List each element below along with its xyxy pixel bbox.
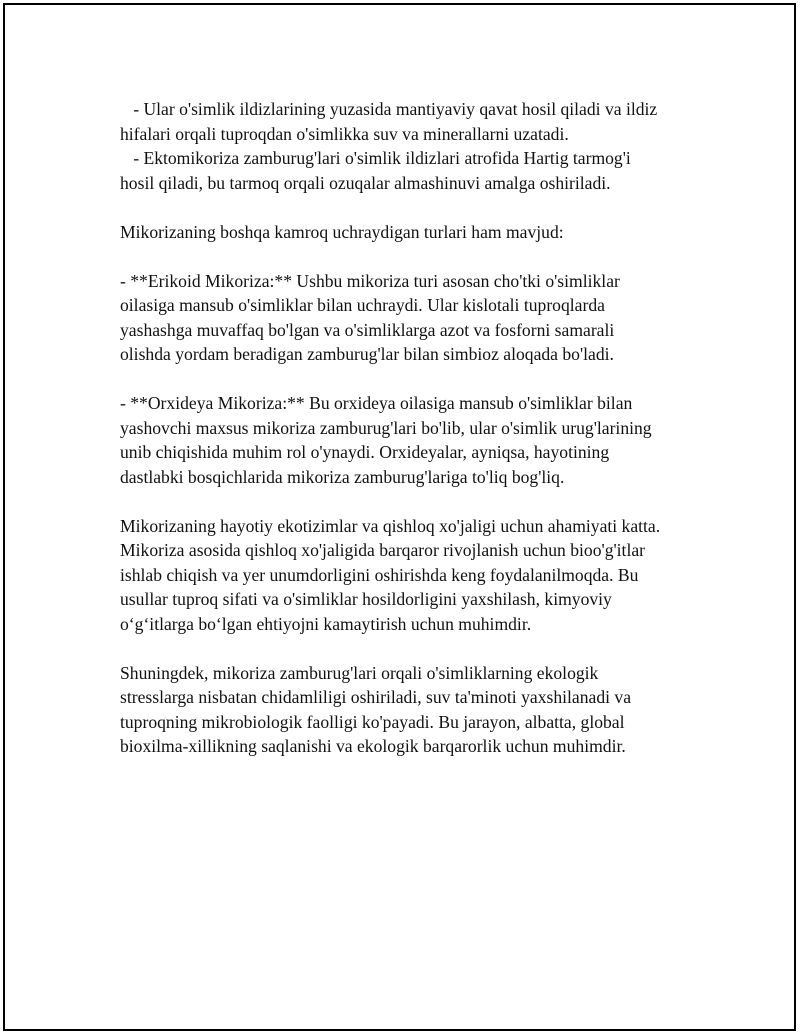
text-line: dastlabki bosqichlarida mikoriza zamburug'lariga to'liq bog'liq. [120,466,565,487]
paragraph-orchid [120,391,700,489]
text-line: usullar tuproq sifati va o'simliklar hosildorligini yaxshilash, kimyoviy [120,589,612,609]
text-line: - Ular o'simlik ildizlarining yuzasida mantiyaviy qavat hosil qiladi va ildiz [120,99,658,119]
text-line: olishda yordam beradigan zamburug'lar bilan simbioz aloqada bo'ladi. [120,344,614,364]
document-body [120,97,700,783]
text-line: oilasiga mansub o'simliklar bilan uchraydi. Ular kislotali tuproqlarda [120,295,605,315]
text-line: yashashga muvaffaq bo'lgan va o'simliklarga azot va fosforni samarali [120,319,615,340]
text-line: bioxilma-xillikning saqlanishi va ekologik barqarorlik uchun muhimdir. [120,736,626,756]
text-line: ishlab chiqish va yer unumdorligini oshirishda keng foydalanilmoqda. Bu [120,564,639,585]
paragraph-other-types-intro [120,220,700,245]
text-line: hifalari orqali tuproqdan o'simlikka suv va minerallarni uzatadi. [120,123,569,144]
paragraph-conclusion [120,661,700,759]
text-line: tuproqning mikrobiologik faolligi ko'payadi. Bu jarayon, albatta, global [120,711,625,732]
text-line: - **Orxideya Mikoriza:** Bu orxideya oilasiga mansub o'simliklar bilan [120,393,633,413]
text-line: Mikoriza asosida qishloq xo'jaligida barqaror rivojlanish uchun bioo'g'itlar [120,540,645,560]
page-frame [3,3,796,1031]
text-line: stresslarga nisbatan chidamliligi oshiriladi, suv ta'minoti yaxshilanadi va [120,687,632,707]
text-line: - **Erikoid Mikoriza:** Ushbu mikoriza turi asosan cho'tki o'simliklar [120,270,620,291]
text-line: hosil qiladi, bu tarmoq orqali ozuqalar almashinuvi amalga oshiriladi. [120,172,611,193]
text-line: Mikorizaning hayotiy ekotizimlar va qishloq xo'jaligi uchun ahamiyati katta. [120,515,661,536]
text-line: unib chiqishida muhim rol o'ynaydi. Orxideyalar, ayniqsa, hayotining [120,442,610,462]
text-line: Mikorizaning boshqa kamroq uchraydigan turlari ham mavjud: [120,221,564,242]
paragraph-importance [120,514,700,637]
text-line: - Ektomikoriza zamburug'lari o'simlik ildizlari atrofida Hartig tarmog'i [120,148,631,168]
text-line: Shuningdek, mikoriza zamburug'lari orqali o'simliklarning ekologik [120,662,599,683]
paragraph-mycorrhiza-ecto [120,97,700,195]
text-line: yashovchi maxsus mikoriza zamburug'lari bo'lib, ular o'simlik urug'larining [120,417,652,438]
text-line: o‘g‘itlarga bo‘lgan ehtiyojni kamaytirish uchun muhimdir. [120,613,532,634]
paragraph-ericoid [120,269,700,367]
